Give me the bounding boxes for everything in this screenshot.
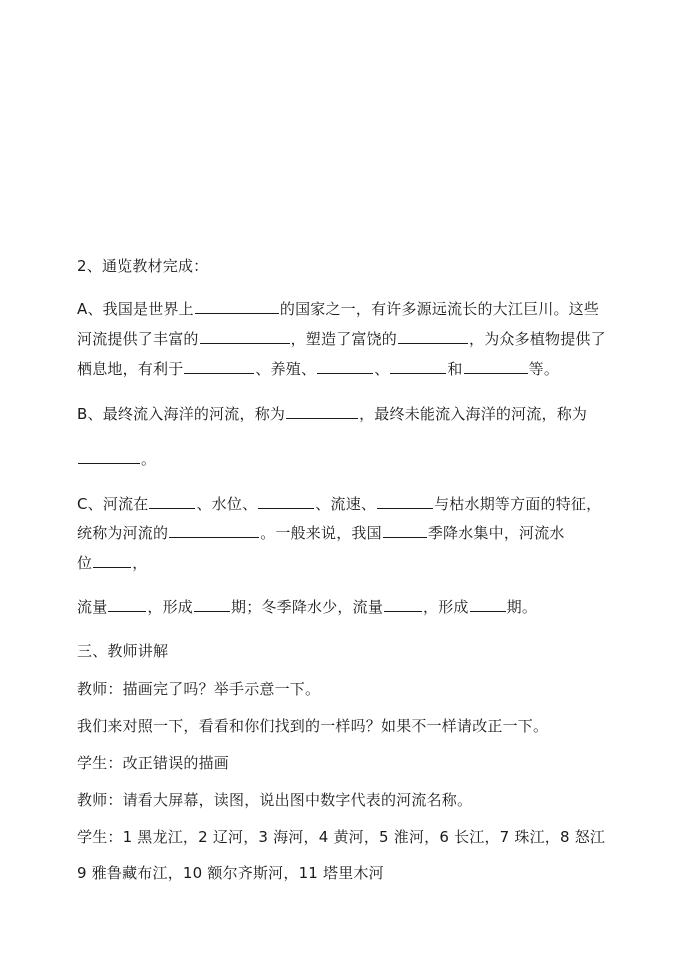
text-run: 2、通览教材完成： bbox=[77, 257, 209, 275]
text-run: 流量 bbox=[77, 598, 108, 616]
text-run: 学生：1 黑龙江，2 辽河，3 海河，4 黄河，5 淮河，6 长江，7 珠江，8 怒江 bbox=[77, 828, 606, 846]
fill-in-blank[interactable] bbox=[464, 358, 528, 374]
student-line-3 bbox=[77, 863, 384, 883]
text-run: 。一般来说，我国 bbox=[260, 524, 382, 542]
text-run: 学生：改正错误的描画 bbox=[77, 754, 230, 772]
text-run: 、养殖、 bbox=[255, 360, 317, 378]
text-run: 教师：描画完了吗？举手示意一下。 bbox=[77, 680, 321, 698]
text-run: 我们来对照一下，看看和你们找到的一样吗？如果不一样请改正一下。 bbox=[77, 717, 549, 735]
text-run: C、河流在 bbox=[77, 495, 149, 513]
fill-in-blank[interactable] bbox=[286, 403, 358, 419]
text-run: 教师：请看大屏幕，读图，说出图中数字代表的河流名称。 bbox=[77, 791, 473, 809]
question-a-line-1 bbox=[77, 298, 599, 319]
text-run: A、我国是世界上 bbox=[77, 300, 194, 318]
text-run: 和 bbox=[447, 360, 463, 378]
teacher-line-2 bbox=[77, 716, 548, 736]
fill-in-blank[interactable] bbox=[317, 358, 373, 374]
question-a-line-3 bbox=[77, 358, 559, 379]
question-c-line-2 bbox=[77, 522, 565, 543]
fill-in-blank[interactable] bbox=[470, 596, 506, 612]
fill-in-blank[interactable] bbox=[194, 596, 230, 612]
fill-in-blank[interactable] bbox=[390, 358, 446, 374]
text-run: 等。 bbox=[528, 360, 560, 378]
fill-in-blank[interactable] bbox=[149, 493, 195, 509]
text-run: ，形成 bbox=[147, 598, 194, 616]
fill-in-blank[interactable] bbox=[169, 522, 259, 538]
text-run: 、流速、 bbox=[315, 495, 377, 513]
text-run: 、 bbox=[374, 360, 390, 378]
text-run: 河流提供了丰富的 bbox=[77, 330, 199, 348]
question-b-line-1 bbox=[77, 403, 587, 424]
fill-in-blank[interactable] bbox=[184, 358, 254, 374]
teacher-line-3 bbox=[77, 790, 472, 810]
text-run: 的国家之一，有许多源远流长的大江巨川。这些 bbox=[279, 300, 600, 318]
text-run: ，形成 bbox=[423, 598, 469, 616]
fill-in-blank[interactable] bbox=[377, 493, 433, 509]
text-run: 期。 bbox=[506, 598, 538, 616]
fill-in-blank[interactable] bbox=[195, 298, 279, 314]
fill-in-blank[interactable] bbox=[398, 328, 468, 344]
text-run: 与枯水期等方面的特征， bbox=[434, 495, 602, 513]
text-run: 。 bbox=[141, 450, 157, 468]
fill-in-blank[interactable] bbox=[78, 448, 140, 464]
question-c-line-4 bbox=[77, 596, 537, 617]
text-run: 9 雅鲁藏布江，10 额尔齐斯河，11 塔里木河 bbox=[77, 864, 384, 882]
question-c-line-3 bbox=[77, 552, 147, 573]
fill-in-blank[interactable] bbox=[258, 493, 314, 509]
text-run: 期；冬季降水少，流量 bbox=[231, 598, 384, 616]
section-heading-3 bbox=[77, 641, 168, 661]
text-run: B、最终流入海洋的河流，称为 bbox=[77, 405, 286, 423]
text-run: 季降水集中，河流水 bbox=[427, 524, 565, 542]
text-run: ，为众多植物提供了 bbox=[469, 330, 606, 348]
fill-in-blank[interactable] bbox=[200, 328, 290, 344]
text-run: 位 bbox=[77, 554, 93, 572]
fill-in-blank[interactable] bbox=[384, 596, 422, 612]
question-a-line-2 bbox=[77, 328, 606, 349]
fill-in-blank[interactable] bbox=[93, 552, 131, 568]
text-run: 、水位、 bbox=[196, 495, 258, 513]
text-run: 栖息地，有利于 bbox=[77, 360, 184, 378]
student-line-1 bbox=[77, 753, 229, 773]
student-line-2 bbox=[77, 827, 605, 847]
fill-in-blank[interactable] bbox=[108, 596, 146, 612]
text-run: ，最终未能流入海洋的河流，称为 bbox=[359, 405, 588, 423]
question-c-line-1 bbox=[77, 493, 601, 514]
teacher-line-1 bbox=[77, 679, 320, 699]
fill-in-blank[interactable] bbox=[383, 522, 427, 538]
text-run: 三、教师讲解 bbox=[77, 642, 169, 660]
text-run: 统称为河流的 bbox=[77, 524, 169, 542]
text-run: ， bbox=[132, 554, 148, 572]
section-heading-2 bbox=[77, 256, 208, 276]
question-b-line-2 bbox=[77, 448, 156, 469]
text-run: ，塑造了富饶的 bbox=[290, 330, 398, 348]
